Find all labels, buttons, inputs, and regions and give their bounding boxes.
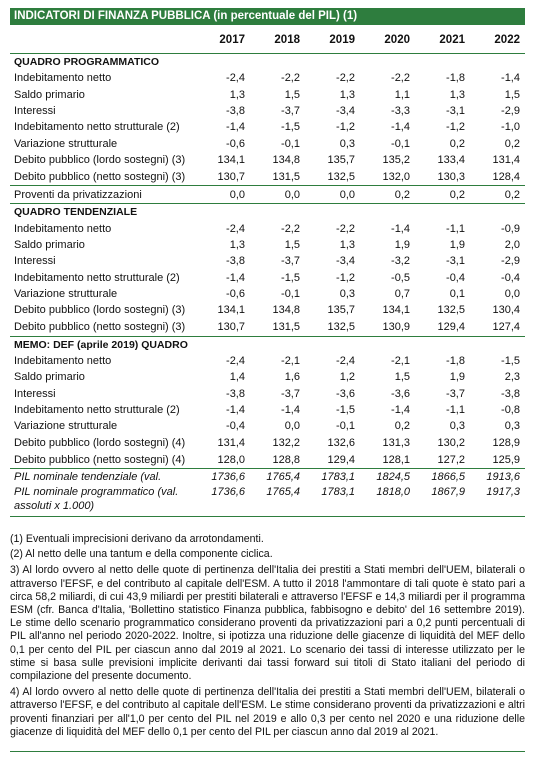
row-label: Interessi: [14, 255, 56, 268]
value-cell: -2,9: [501, 104, 520, 117]
value-cell: -2,1: [281, 354, 300, 367]
table-row: [10, 152, 525, 168]
value-cell: 129,4: [305, 451, 360, 469]
value-cell: -1,2: [336, 121, 355, 134]
value-cell: -2,4: [226, 354, 245, 367]
value-cell: -2,4: [226, 72, 245, 85]
value-cell: 1,4: [229, 371, 245, 384]
value-cell: 0,7: [394, 288, 410, 301]
table-title: INDICATORI DI FINANZA PUBBLICA (in percentuale del PIL) (1): [10, 8, 525, 25]
footnote-2: (2) Al netto delle una tantum e della componente ciclica.: [10, 548, 273, 561]
row-label: Interessi: [14, 104, 56, 117]
value-cell: 0,2: [360, 186, 415, 204]
value-cell: -2,2: [391, 72, 410, 85]
table-row: [10, 237, 525, 253]
value-cell: -3,8: [226, 255, 245, 268]
value-cell: -0,4: [501, 271, 520, 284]
table-row: [10, 385, 525, 401]
row-label: Debito pubblico (netto sostegni) (3): [10, 319, 195, 337]
value-cell: 1,9: [394, 238, 410, 251]
pil-tendenziale-row: [10, 469, 525, 486]
value-cell: 1765,4: [266, 471, 300, 484]
value-cell: -0,8: [501, 404, 520, 417]
value-cell: 131,3: [382, 436, 410, 449]
year-header: 2018: [250, 27, 305, 54]
value-cell: 1824,5: [376, 471, 410, 484]
row-label: Saldo primario: [14, 88, 85, 101]
row-label: PIL nominale programmatico (val. assoluti x 1.000): [10, 485, 195, 517]
row-label: Debito pubblico (netto sostegni) (4): [10, 451, 195, 469]
value-cell: 132,6: [327, 436, 355, 449]
value-cell: 1,3: [339, 88, 355, 101]
table-row: [10, 119, 525, 135]
value-cell: 1,1: [394, 88, 410, 101]
value-cell: 0,0: [250, 186, 305, 204]
value-cell: -1,4: [501, 72, 520, 85]
year-header: 2021: [415, 27, 470, 54]
quadro-tendenziale-header: [10, 204, 525, 221]
value-cell: -3,6: [336, 387, 355, 400]
value-cell: 128,4: [470, 168, 525, 186]
row-label: QUADRO TENDENZIALE: [14, 206, 138, 219]
value-cell: 2,3: [504, 371, 520, 384]
value-cell: 1765,4: [250, 485, 305, 517]
value-cell: -1,4: [226, 121, 245, 134]
row-label: Saldo primario: [14, 238, 85, 251]
value-cell: -0,1: [336, 420, 355, 433]
value-cell: 127,4: [470, 319, 525, 337]
value-cell: -0,1: [281, 137, 300, 150]
value-cell: 131,4: [217, 436, 245, 449]
value-cell: 135,7: [327, 304, 355, 317]
value-cell: 1783,1: [305, 485, 360, 517]
value-cell: 1,5: [284, 238, 300, 251]
value-cell: -1,4: [391, 222, 410, 235]
value-cell: -0,5: [391, 271, 410, 284]
value-cell: -1,2: [446, 121, 465, 134]
row-label: QUADRO PROGRAMMATICO: [14, 56, 160, 68]
value-cell: 0,3: [339, 137, 355, 150]
year-header: 2017: [195, 27, 250, 54]
table-row: [10, 220, 525, 236]
table-row: [10, 270, 525, 286]
value-cell: 0,2: [394, 420, 410, 433]
table-row: [10, 353, 525, 369]
value-cell: 134,8: [272, 304, 300, 317]
bottom-rule: [10, 751, 525, 752]
value-cell: 130,3: [415, 168, 470, 186]
footnote-4: 4) Al lordo ovvero al netto delle quote di pertinenza dell'Italia dei prestiti a Stati membri dell'UEM, bilaterali o attraverso l'EFSF, e del contributo al capitale dell'ESM. Le stime considerano proventi da privatizzazioni e altri proventi finanziari per all'1,0 per cento del PIL nel 2019 e allo 0,3 per cento nel 2020 e una riduzione delle giacenze di liquidità del MEF dello 0,1 per cento del PIL per ciascun anno dal 2019 al 2021.: [10, 686, 525, 738]
value-cell: -0,1: [281, 288, 300, 301]
pil-programmatico-row: [10, 485, 525, 517]
value-cell: 2,0: [504, 238, 520, 251]
footnote-1: (1) Eventuali imprecisioni derivano da arrotondamenti.: [10, 533, 264, 545]
row-label: Indebitamento netto: [14, 222, 112, 235]
value-cell: -3,1: [446, 104, 465, 117]
year-header: 2020: [360, 27, 415, 54]
value-cell: 132,5: [305, 168, 360, 186]
value-cell: 134,1: [217, 154, 245, 167]
table-row: [10, 369, 525, 385]
value-cell: -3,8: [226, 104, 245, 117]
value-cell: 128,9: [492, 436, 520, 449]
table-row: [10, 286, 525, 302]
value-cell: 135,2: [382, 154, 410, 167]
value-cell: -1,5: [501, 354, 520, 367]
table-row: [10, 302, 525, 318]
value-cell: -2,1: [391, 354, 410, 367]
value-cell: -3,8: [501, 387, 520, 400]
value-cell: 131,5: [250, 168, 305, 186]
value-cell: 132,0: [360, 168, 415, 186]
table-row: [10, 451, 525, 469]
value-cell: 129,4: [415, 319, 470, 337]
value-cell: 134,1: [382, 304, 410, 317]
value-cell: 1917,3: [470, 485, 525, 517]
row-label: Debito pubblico (lordo sostegni) (3): [14, 154, 186, 167]
value-cell: 1,2: [339, 371, 355, 384]
value-cell: 130,4: [492, 304, 520, 317]
value-cell: 130,2: [437, 436, 465, 449]
value-cell: -0,1: [391, 137, 410, 150]
value-cell: 134,8: [272, 154, 300, 167]
value-cell: 1,5: [504, 88, 520, 101]
value-cell: -0,6: [226, 288, 245, 301]
row-label: Debito pubblico (lordo sostegni) (3): [14, 304, 186, 317]
row-label: Debito pubblico (lordo sostegni) (4): [14, 436, 186, 449]
value-cell: -2,2: [336, 222, 355, 235]
value-cell: -3,6: [391, 387, 410, 400]
value-cell: 128,1: [360, 451, 415, 469]
value-cell: -3,7: [281, 387, 300, 400]
value-cell: -1,4: [391, 121, 410, 134]
value-cell: -1,1: [446, 404, 465, 417]
value-cell: 1866,5: [431, 471, 465, 484]
row-label: Interessi: [14, 387, 56, 400]
value-cell: 131,5: [250, 319, 305, 337]
value-cell: -2,4: [226, 222, 245, 235]
table-row: [10, 86, 525, 102]
value-cell: -3,3: [391, 104, 410, 117]
value-cell: 1736,6: [211, 471, 245, 484]
table-row: [10, 136, 525, 152]
row-label: Indebitamento netto strutturale (2): [14, 404, 180, 417]
footnotes: [10, 533, 525, 739]
table-row: [10, 402, 525, 418]
value-cell: -0,9: [501, 222, 520, 235]
value-cell: -3,4: [336, 104, 355, 117]
value-cell: -0,4: [446, 271, 465, 284]
row-label: Indebitamento netto strutturale (2): [14, 271, 180, 284]
value-cell: -3,7: [446, 387, 465, 400]
value-cell: 0,2: [449, 137, 465, 150]
value-cell: 0,0: [195, 186, 250, 204]
value-cell: -1,8: [446, 354, 465, 367]
table-row: [10, 168, 525, 186]
value-cell: -1,4: [281, 404, 300, 417]
value-cell: 1818,0: [360, 485, 415, 517]
row-label: Variazione strutturale: [14, 137, 118, 150]
table-row: [10, 319, 525, 337]
row-label: Variazione strutturale: [14, 420, 118, 433]
year-header-blank: [10, 27, 195, 54]
value-cell: 1913,6: [486, 471, 520, 484]
value-cell: -2,4: [336, 354, 355, 367]
value-cell: 1,5: [394, 371, 410, 384]
value-cell: 1,9: [449, 238, 465, 251]
value-cell: 134,1: [217, 304, 245, 317]
value-cell: -1,0: [501, 121, 520, 134]
value-cell: -1,5: [336, 404, 355, 417]
value-cell: 130,9: [360, 319, 415, 337]
value-cell: 0,0: [305, 186, 360, 204]
row-label: Indebitamento netto strutturale (2): [14, 121, 180, 134]
value-cell: 1,3: [449, 88, 465, 101]
value-cell: 1736,6: [195, 485, 250, 517]
table-row: [10, 253, 525, 269]
memo-quadro-header: [10, 336, 525, 353]
value-cell: 1,3: [229, 238, 245, 251]
table-row: [10, 435, 525, 451]
value-cell: 0,1: [449, 288, 465, 301]
row-label: Indebitamento netto: [14, 72, 112, 85]
table-row: [10, 70, 525, 86]
value-cell: 0,2: [415, 186, 470, 204]
value-cell: 1783,1: [321, 471, 355, 484]
value-cell: 1,6: [284, 371, 300, 384]
value-cell: 135,7: [327, 154, 355, 167]
privatizzazioni-row: [10, 186, 525, 204]
row-label: Proventi da privatizzazioni: [10, 186, 195, 204]
value-cell: 133,4: [437, 154, 465, 167]
value-cell: 0,3: [449, 420, 465, 433]
value-cell: 131,4: [492, 154, 520, 167]
value-cell: 0,2: [470, 186, 525, 204]
value-cell: 1,9: [449, 371, 465, 384]
value-cell: 130,7: [195, 168, 250, 186]
value-cell: -1,4: [226, 404, 245, 417]
value-cell: -2,2: [336, 72, 355, 85]
value-cell: 125,9: [470, 451, 525, 469]
value-cell: -3,7: [281, 104, 300, 117]
row-label: MEMO: DEF (aprile 2019) QUADRO: [14, 338, 188, 351]
value-cell: 132,5: [437, 304, 465, 317]
value-cell: -1,4: [226, 271, 245, 284]
value-cell: -1,8: [446, 72, 465, 85]
row-label: Debito pubblico (netto sostegni) (3): [10, 168, 195, 186]
value-cell: 0,3: [339, 288, 355, 301]
row-label: PIL nominale tendenziale (val.: [14, 471, 162, 484]
value-cell: -3,4: [336, 255, 355, 268]
value-cell: 0,3: [504, 420, 520, 433]
value-cell: -2,2: [281, 222, 300, 235]
value-cell: 127,2: [415, 451, 470, 469]
value-cell: -3,8: [226, 387, 245, 400]
row-label: Saldo primario: [14, 371, 85, 384]
value-cell: -1,2: [336, 271, 355, 284]
value-cell: 130,7: [195, 319, 250, 337]
value-cell: 128,8: [250, 451, 305, 469]
year-header: 2022: [470, 27, 525, 54]
value-cell: -3,2: [391, 255, 410, 268]
value-cell: -2,9: [501, 255, 520, 268]
value-cell: 0,0: [504, 288, 520, 301]
value-cell: -0,6: [226, 137, 245, 150]
year-header: 2019: [305, 27, 360, 54]
table-row: [10, 103, 525, 119]
value-cell: -1,1: [446, 222, 465, 235]
value-cell: 132,2: [272, 436, 300, 449]
value-cell: 1,3: [339, 238, 355, 251]
value-cell: -3,1: [446, 255, 465, 268]
value-cell: 1,3: [229, 88, 245, 101]
finance-indicators-table: [10, 27, 525, 517]
value-cell: -0,4: [226, 420, 245, 433]
value-cell: 1867,9: [415, 485, 470, 517]
value-cell: 128,0: [195, 451, 250, 469]
row-label: Variazione strutturale: [14, 288, 118, 301]
value-cell: -1,4: [391, 404, 410, 417]
row-label: Indebitamento netto: [14, 354, 112, 367]
value-cell: -1,5: [281, 271, 300, 284]
value-cell: 132,5: [305, 319, 360, 337]
value-cell: -2,2: [281, 72, 300, 85]
quadro-programmatico-header: [10, 54, 525, 71]
value-cell: 0,0: [284, 420, 300, 433]
year-header-row: [10, 27, 525, 54]
value-cell: -3,7: [281, 255, 300, 268]
value-cell: 0,2: [504, 137, 520, 150]
value-cell: -1,5: [281, 121, 300, 134]
value-cell: 1,5: [284, 88, 300, 101]
table-row: [10, 418, 525, 434]
footnote-3: 3) Al lordo ovvero al netto delle quote di pertinenza dell'Italia dei prestiti a Stati membri dell'UEM, bilaterali o attraverso l'EFSF, e del contributo al capitale dell'ESM. A tutto il 2018 l'ammontare di tali quote è stato pari a circa 58,2 miliardi, di cui 43,9 miliardi per prestiti bilaterali e attraverso l'EFSF e 14,3 miliardi per il programma ESM (cfr. Banca d'Italia, 'Bollettino statistico Finanza pubblica, fabbisogno e debito' del 16 settembre 2019). Le stime dello scenario programmatico considerano proventi da privatizzazioni pari a 0,2 punti percentuali di PIL all'anno nel periodo 2020-2022. Inoltre, si ipotizza una riduzione delle giacenze di liquidità del MEF dello 0,1 per cento del PIL per ciascun anno dal 2019 al 2021. Lo scenario dei tassi di interesse utilizzato per le stime si basa sulle previsioni implicite derivanti dai tassi forward sui titoli di Stato italiani del periodo di compilazione del presente documento.: [10, 564, 525, 683]
